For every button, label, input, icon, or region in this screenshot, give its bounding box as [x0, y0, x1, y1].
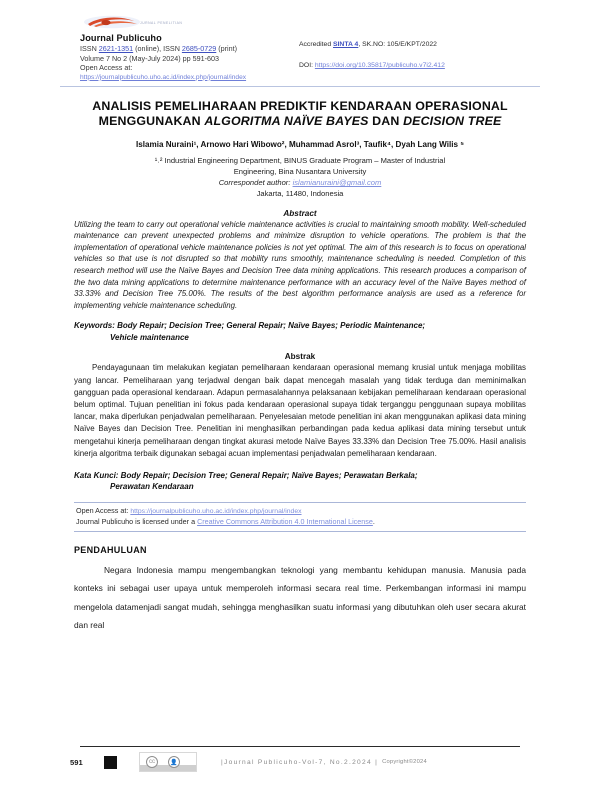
footer-running-title: |Journal Publicuho-Vol-7, No.2.2024 | — [221, 758, 379, 766]
journal-title: Journal Publicuho — [80, 33, 162, 43]
journal-masthead — [60, 14, 540, 87]
section-heading-pendahuluan: PENDAHULUAN — [74, 544, 147, 555]
title-mid: DAN — [368, 114, 404, 129]
page-footer — [60, 746, 540, 772]
journal-swoosh-logo-icon — [82, 15, 190, 31]
issn-print-link[interactable]: 2685-0729 — [181, 44, 217, 53]
page-number: 591 — [70, 757, 83, 767]
author-list: Islamia Nuraini¹, Arnowo Hari Wibowo², Muhammad Asrol³, Taufik⁴, Dyah Lang Wilis ⁵ — [136, 139, 464, 149]
keywords-line-1: Body Repair; Decision Tree; General Repair; Naïve Bayes; Periodic Maintenance; — [117, 321, 426, 331]
volume-line: Volume 7 No 2 (May-July 2024) pp 591-603 — [80, 53, 220, 63]
accreditation-block — [299, 40, 524, 71]
abstract-text: Utilizing the team to carry out operational vehicle maintenance activities is crucial to maintaining smooth mobility. Well-scheduled maintenance can prevent unexpected problems and minimize disruption to vehicle operations. The problem is that the implementation of operational vehicle maintenance policies is not yet optimal. The aim of this research is to focus on operational vehicles so that use is not disrupted so that mobility runs smoothly, maintenance scheduling is needed. Completion of this research method will use the Naïve Bayes and Decision Tree data mining applications. This research produces a comparison of the two data mining applications to determine maintenance performance with an accuracy level of the Naïve Bayes method of 33.33% and Decision Tree 75.00%. The results of the best algorithm performance analysis are used as a reference for implementing vehicle maintenance scheduling. — [74, 219, 526, 310]
katakunci-block — [60, 470, 540, 493]
corresponding-author — [88, 177, 512, 188]
doi-line — [299, 61, 524, 71]
license-suffix: . — [372, 517, 375, 527]
open-access-url-link[interactable]: https://journalpublicuho.uho.ac.id/index.php/journal/index — [80, 73, 247, 81]
katakunci-label: Kata Kunci: — [74, 470, 121, 480]
creative-commons-badge[interactable] — [139, 752, 197, 772]
affiliation — [60, 155, 540, 200]
footer-copyright: Copyright©2024 — [382, 759, 427, 765]
license-oa-url-link[interactable]: https://journalpublicuho.uho.ac.id/index.php/journal/index — [130, 507, 302, 515]
article-title — [60, 99, 540, 130]
license-cc-line — [76, 517, 524, 527]
issn-online-link[interactable]: 2621-1351 — [98, 44, 134, 53]
masthead-url-row — [80, 73, 520, 82]
correspond-email-link[interactable]: islamianuraini@gmail.com — [292, 178, 382, 188]
sinta-badge[interactable]: SINTA 4 — [333, 41, 359, 48]
abstract-heading: Abstract — [283, 208, 317, 218]
title-pre: MENGGUNAKAN — [98, 114, 205, 129]
issn-print-label: (print) — [216, 44, 238, 53]
keywords-line-2: Vehicle maintenance — [110, 332, 189, 342]
footer-row — [66, 752, 534, 772]
affiliation-line-1: ¹˒² Industrial Engineering Department, BINUS Graduate Program – Master of Industrial — [154, 155, 446, 165]
katakunci-line-1: Body Repair; Decision Tree; General Repair; Naïve Bayes; Perawatan Berkala; — [120, 470, 418, 480]
paper-sheet — [60, 14, 540, 786]
keywords-label: Keywords: — [74, 321, 118, 331]
correspond-label: Correspondet author: — [218, 178, 293, 188]
cc-icon: cc — [146, 756, 158, 768]
title-line-2 — [68, 114, 532, 130]
license-prefix: Journal Publicuho is licensed under a — [76, 517, 198, 527]
footer-divider — [80, 746, 520, 747]
accredited-prefix: Accredited — [299, 41, 334, 48]
author-city: Jakarta, 11480, Indonesia — [256, 189, 344, 199]
issn-prefix: ISSN — [80, 44, 99, 53]
accreditation-line — [299, 40, 524, 50]
license-box — [74, 502, 526, 532]
keywords-block — [60, 320, 540, 343]
section-body-pendahuluan: Negara Indonesia mampu mengembangkan teknologi yang membantu kehidupan manusia. Manusia pada konteks ini sebagai user upaya untuk memperoleh informasi secara real time. Perkembangan informasi ini mampu mengelola datamenjadi sangat mudah, sehingga menghasilkan suatu informasi yang dibutuhkan oleh user secara akurat dan real — [74, 564, 526, 631]
accredited-suffix: , SK.NO: 105/E/KPT/2022 — [358, 41, 437, 48]
open-access-label: Open Access at: — [80, 63, 133, 73]
license-open-access-line — [76, 506, 524, 517]
license-oa-label: Open Access at: — [76, 505, 131, 515]
title-em-1: ALGORITMA NAÏVE BAYES — [204, 114, 369, 129]
journal-logo — [80, 14, 520, 32]
affiliation-line-2: Engineering, Bina Nusantara University — [233, 166, 367, 176]
svg-text:JURNAL PENELITIAN: JURNAL PENELITIAN — [140, 21, 183, 25]
abstrak-text: Pendayagunaan tim melakukan kegiatan pemeliharaan kendaraan operasional memang krusial untuk menjaga mobilitas yang lancar. Pemeliharaan yang terjadwal dengan baik dapat mencegah masalah yang tidak terduga dan meminimalkan gangguan pada operasional kendaraan. Adapun permasalahannya pelaksanaan kebijakan pemeliharaan kendaraan operasional belum optimal. Tujuan penelitian ini fokus pada kendaraan operasional supaya tidak terganggu penggunaan supaya mobilitas lancar, maka diperlukan penjadwalan pemeliharaan. Penyelesaian metode penelitian ini akan menggunakan aplikasi data mining Naïve Bayes dan Decision Tree. Penelitian ini menghasilkan perbandingan pada kedua aplikasi data mining tersebut untuk mengetahui kinerja pemeliharaan dengan tingkat akurasi metode Naïve Bayes 33.33% dan Decision Tree 75.00%. Hasil analisis kinerja algoritma terbaik digunakan sebagai acuan implementasi penjadwalan pemeliharaan kendaraan. — [74, 363, 526, 458]
title-line-1: ANALISIS PEMELIHARAAN PREDIKTIF KENDARAAN OPERASIONAL — [92, 98, 508, 113]
creative-commons-link[interactable]: Creative Commons Attribution 4.0 International License — [197, 517, 373, 527]
issn-online-label: (online), ISSN — [133, 44, 182, 53]
abstrak-heading: Abstrak — [284, 352, 316, 362]
doi-link[interactable]: https://doi.org/10.35817/publicuho.v7i2.412 — [314, 62, 445, 69]
katakunci-line-2: Perawatan Kendaraan — [110, 482, 194, 492]
doi-label: DOI: — [299, 62, 315, 69]
title-em-2: DECISION TREE — [403, 114, 502, 129]
by-icon: 👤 — [168, 756, 180, 768]
footer-black-square — [104, 756, 117, 769]
